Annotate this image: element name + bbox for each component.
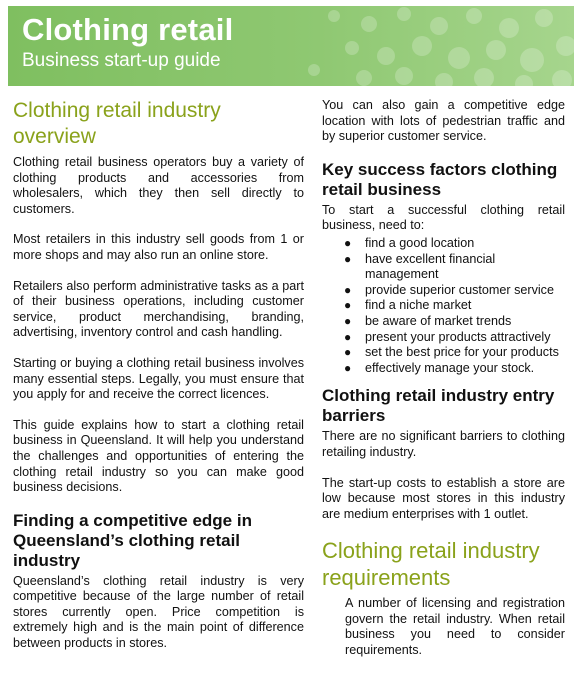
success-factors-list (322, 236, 565, 376)
overview-paragraph: Clothing retail business operators buy a variety of clothing products and accessories from wholesalers, which they then sell directly to customers. (13, 155, 304, 216)
bullet-icon: ● (344, 313, 352, 328)
success-factors-heading: Key success factors clothing retail business (322, 159, 558, 199)
bullet-icon: ● (344, 360, 352, 375)
list-item: ● provide superior customer service (344, 282, 554, 297)
overview-paragraph: Retailers also perform administrative tasks as a part of their business operations, including customer service, product merchandising, branding, advertising, inventory control and cash handling. (13, 278, 304, 340)
right-column (322, 98, 565, 674)
entry-barriers-paragraph: There are no significant barriers to clothing retailing industry. (322, 429, 565, 459)
list-item: ● find a good location (344, 235, 475, 250)
bullet-icon: ● (344, 329, 352, 344)
entry-barriers-heading: Clothing retail industry entry barriers (322, 386, 555, 426)
list-item: ● find a niche market (344, 298, 472, 313)
competitive-edge-heading: Finding a competitive edge in Queensland’s clothing retail industry (13, 510, 252, 570)
overview-heading: Clothing retail industry overview (13, 99, 221, 148)
list-item: ● have excellent financial management (344, 251, 496, 282)
competitive-edge-paragraph: Queensland’s clothing retail industry is very competitive because of the large number of retail stores currently open. Price competition is extremely high and is the main point of difference between products in stores. (13, 573, 304, 651)
requirements-paragraph: A number of licensing and registration govern the retail industry. When retail business you need to consider requirements. (345, 596, 565, 658)
list-item: ● present your products attractively (344, 329, 551, 344)
requirements-heading: Clothing retail industry requirements (322, 538, 540, 591)
bullet-icon: ● (344, 345, 352, 360)
overview-paragraph: Most retailers in this industry sell goods from 1 or more shops and may also run an online store. (13, 232, 304, 262)
header-banner (8, 6, 574, 86)
decorative-dots-pattern (274, 6, 574, 86)
overview-paragraph: Starting or buying a clothing retail business involves many essential steps. Legally, you must ensure that you apply for and receive the correct licences. (13, 355, 304, 402)
entry-barriers-paragraph: The start-up costs to establish a store are low because most stores in this industry are medium enterprises with 1 outlet. (322, 475, 565, 521)
bullet-icon: ● (344, 251, 352, 266)
success-factors-intro: To start a successful clothing retail business, need to: (322, 202, 565, 233)
list-item: ● effectively manage your stock. (344, 360, 535, 375)
list-item: ● be aware of market trends (344, 313, 512, 328)
bullet-icon: ● (344, 235, 352, 250)
bullet-icon: ● (344, 298, 352, 313)
page-subtitle: Business start-up guide (22, 50, 221, 71)
overview-paragraph: This guide explains how to start a clothing retail business in Queensland. It will help you understand the challenges and opportunities of entering the clothing retail industry so you can make good business decisions. (13, 417, 304, 495)
page-title: Clothing retail (22, 12, 234, 47)
list-item: ● set the best price for your products (344, 345, 559, 360)
competitive-edge-continued: You can also gain a competitive edge location with lots of pedestrian traffic and by superior customer service. (322, 98, 565, 144)
left-column (13, 98, 304, 667)
bullet-icon: ● (344, 282, 352, 297)
